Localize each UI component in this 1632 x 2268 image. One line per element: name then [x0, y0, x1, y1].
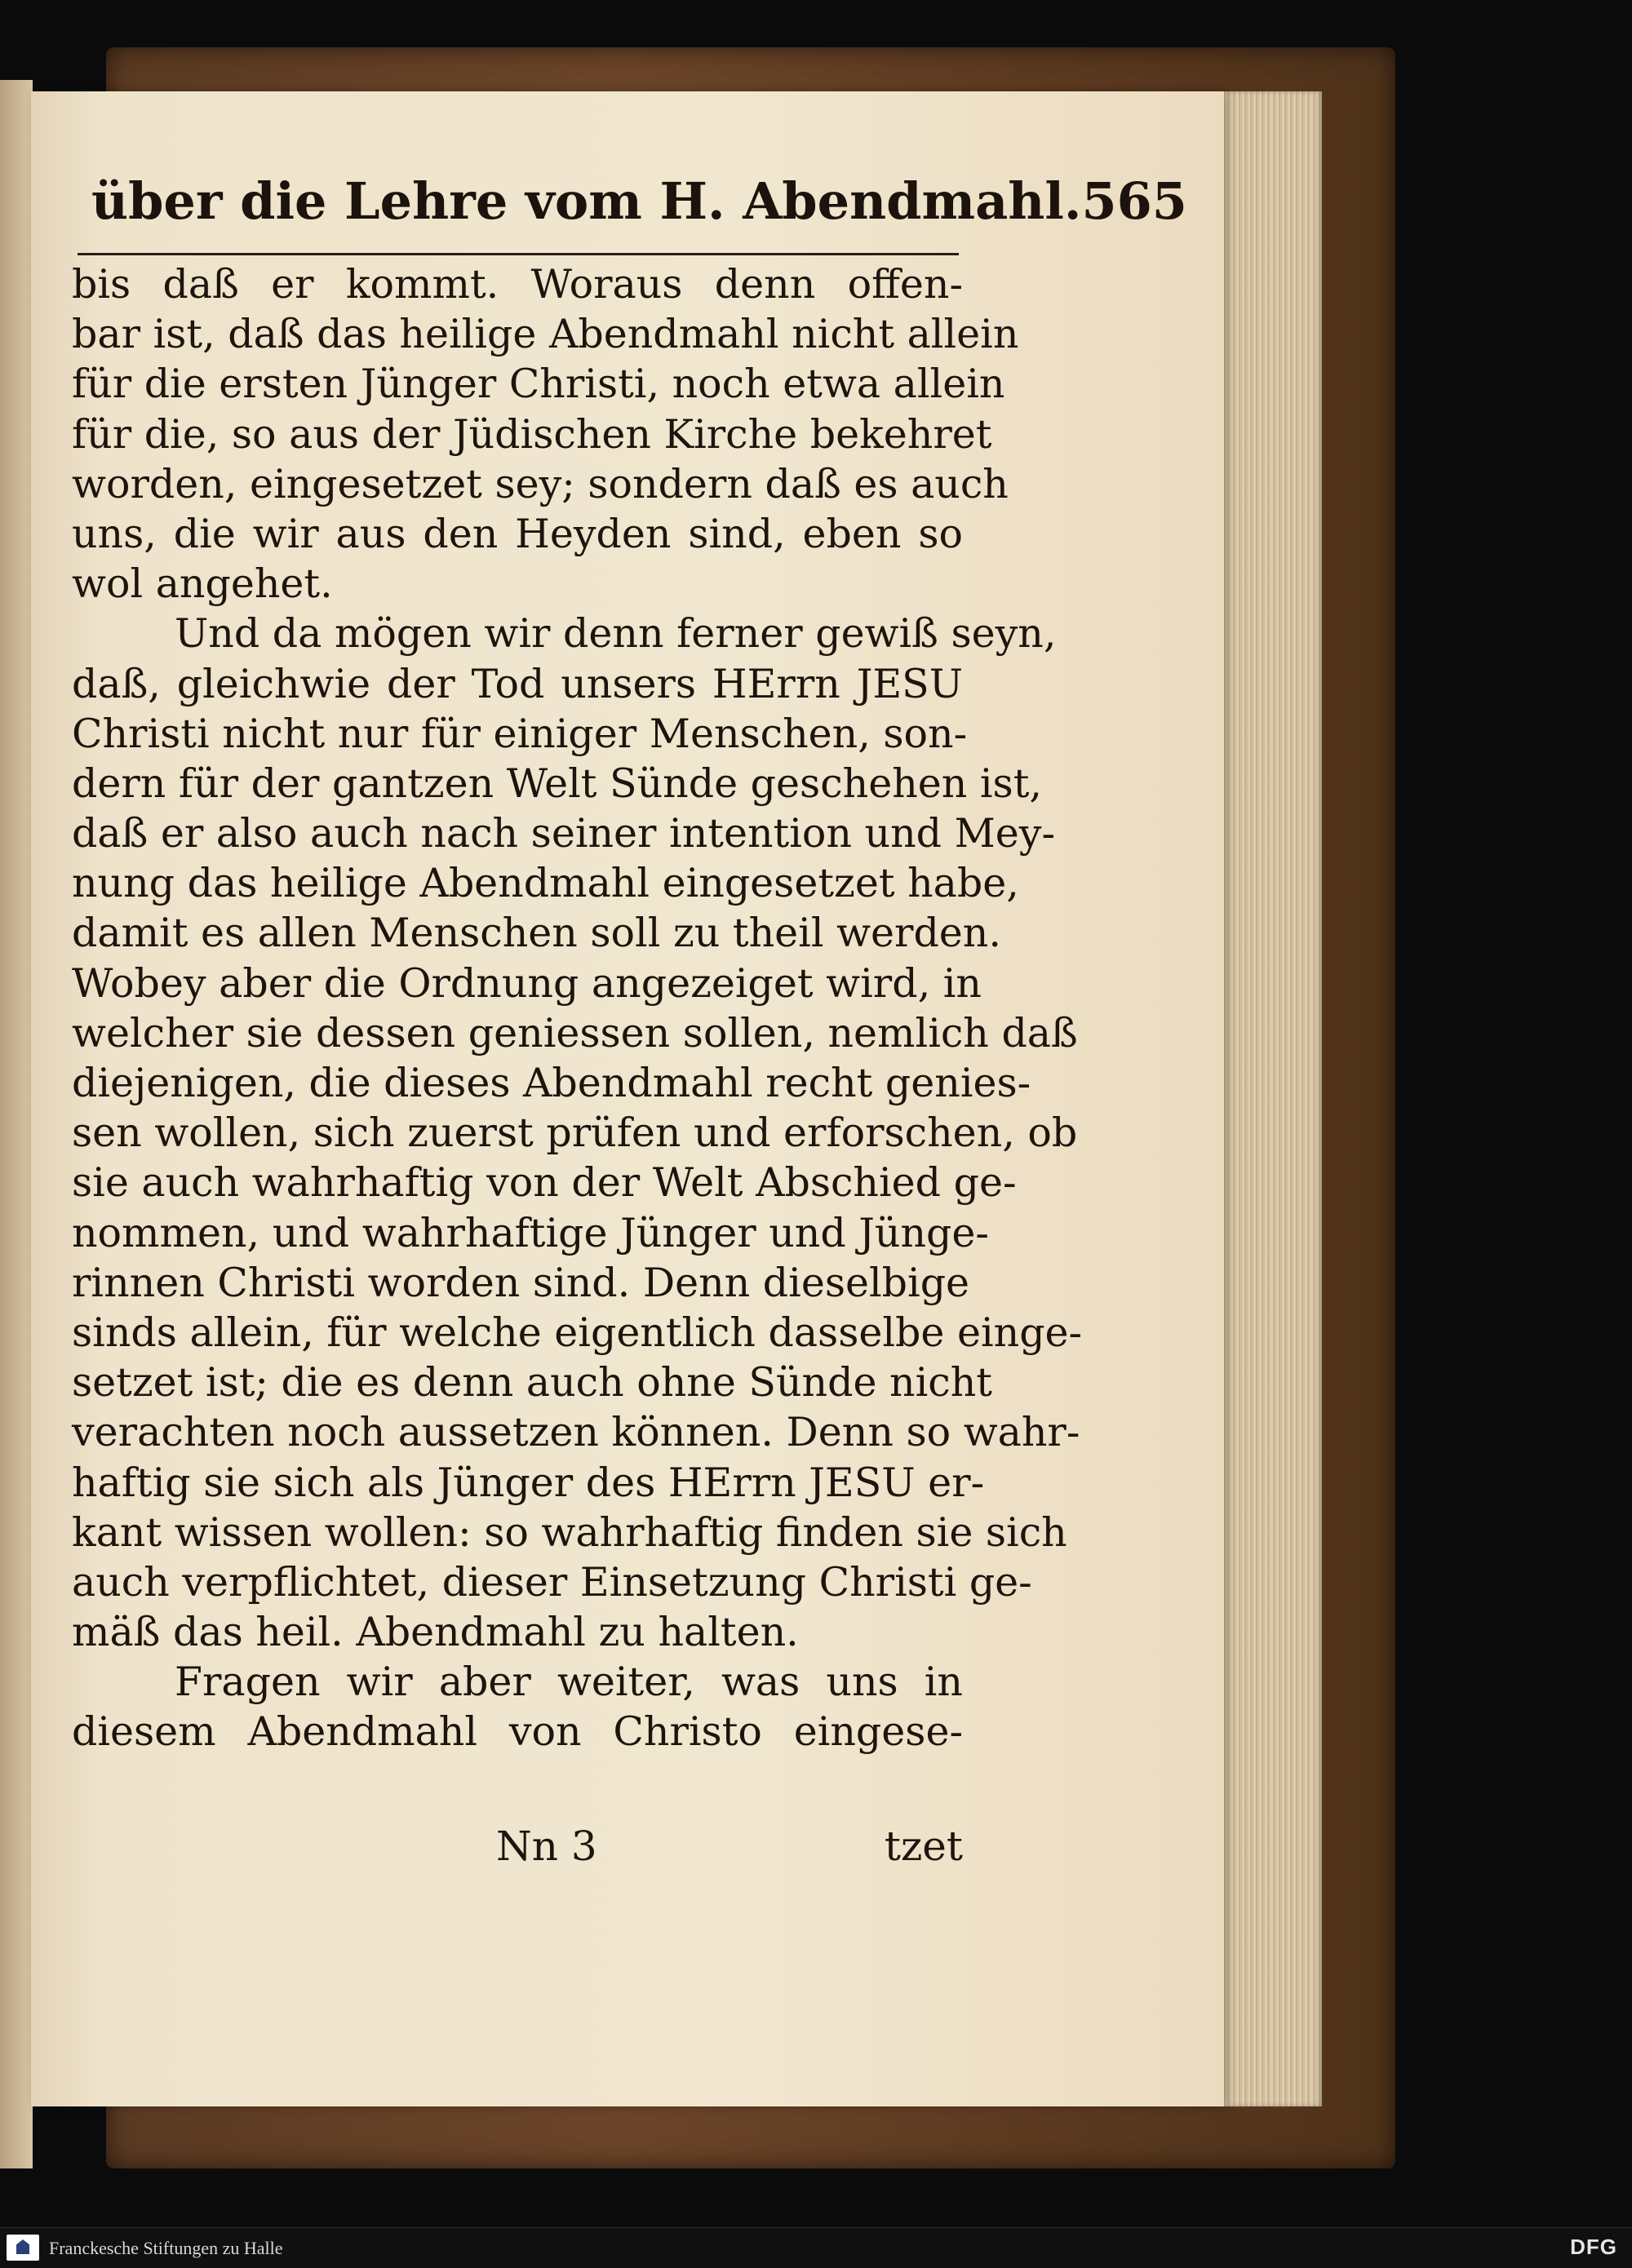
head-rule [78, 253, 959, 255]
running-head [91, 171, 1187, 245]
text-line: sen wollen, sich zuerst prüfen und erforschen, ob [72, 1110, 1078, 1157]
text-line: nommen, und wahrhaftige Jünger und Jünge- [72, 1209, 989, 1256]
text-line: haftig sie sich als Jünger des HErrn JESU er- [72, 1459, 985, 1506]
text-line: uns, die wir aus den Heyden sind, eben so [72, 510, 963, 557]
text-line: damit es allen Menschen soll zu theil werden. [72, 910, 1001, 957]
text-line: setzet ist; die es denn auch ohne Sünde nicht [72, 1359, 992, 1406]
text-line: dern für der gantzen Welt Sünde geschehen ist, [72, 760, 1042, 807]
text-line: welcher sie dessen geniessen sollen, nemlich daß [72, 1009, 1078, 1056]
text-line: diesem Abendmahl von Christo eingese- [72, 1708, 963, 1756]
page-edges [1224, 91, 1322, 2106]
funder-logo[interactable]: DFG [1570, 2235, 1617, 2259]
signature-mark: Nn 3 [496, 1823, 597, 1870]
text-line: Und da mögen wir denn ferner gewiß seyn, [175, 610, 1057, 658]
text-line: für die, so aus der Jüdischen Kirche bekehret [72, 410, 992, 458]
text-line: daß er also auch nach seiner intention und Mey- [72, 810, 1055, 857]
text-line: rinnen Christi worden sind. Denn dieselbige [72, 1259, 970, 1306]
text-line: bar ist, daß das heilige Abendmahl nicht allein [72, 311, 1019, 358]
text-line: worden, eingesetzet sey; sondern daß es auch [72, 460, 1009, 507]
text-line: bis daß er kommt. Woraus denn offen- [72, 261, 963, 308]
text-line: diejenigen, die dieses Abendmahl recht genies- [72, 1060, 1031, 1106]
text-line: wol angehet. [72, 560, 333, 608]
text-line: Fragen wir aber weiter, was uns in [175, 1659, 963, 1706]
institution-name[interactable]: Franckesche Stiftungen zu Halle [49, 2238, 283, 2258]
text-line: für die ersten Jünger Christi, noch etwa allein [72, 361, 1005, 408]
running-head-title: über die Lehre vom H. Abendmahl. [91, 171, 1082, 231]
text-line: verachten noch aussetzen können. Denn so wahr- [72, 1409, 1080, 1456]
body-text [72, 259, 1083, 1757]
catchword: tzet [884, 1823, 963, 1870]
text-line: Christi nicht nur für einiger Menschen, son- [72, 710, 968, 757]
page-number: 565 [1081, 171, 1187, 231]
text-line: nung das heilige Abendmahl eingesetzet habe, [72, 860, 1019, 907]
text-line: sinds allein, für welche eigentlich dasselbe einge- [72, 1309, 1083, 1356]
institution-logo-icon [7, 2235, 39, 2261]
text-line: sie auch wahrhaftig von der Welt Abschied ge- [72, 1159, 1017, 1207]
page-foot [72, 1823, 963, 1880]
text-line: auch verpflichtet, dieser Einsetzung Christi ge- [72, 1558, 1032, 1606]
text-line: Wobey aber die Ordnung angezeiget wird, in [72, 959, 982, 1007]
text-line: mäß das heil. Abendmahl zu halten. [72, 1609, 799, 1656]
viewer-footer [0, 2227, 1632, 2268]
text-line: daß, gleichwie der Tod unsers HErrn JESU [72, 660, 963, 707]
previous-page-edge [0, 80, 33, 2168]
text-line: kant wissen wollen: so wahrhaftig finden sie sich [72, 1508, 1067, 1556]
